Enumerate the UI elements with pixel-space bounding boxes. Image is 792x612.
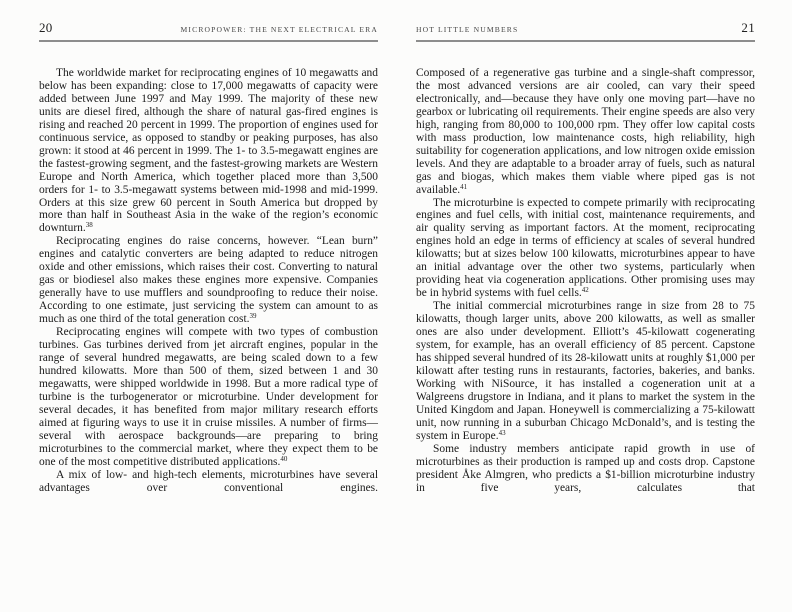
page-left-header xyxy=(39,21,378,42)
paragraph: The initial commercial microturbines range in size from 28 to 75 kilowatts, though larger units, above 200 kilowatts, as well as smaller ones are also under development. Elliott’s 45-kilowatt cogenerating system, for example, has an overall efficiency of 85 percent. Capstone has shipped several hundred of its 28-kilowatt units at roughly $1,000 per kilowatt after testing runs in restaurants, factories, bakeries, and banks. Working with NiSource, it has installed a cogeneration unit at a Walgreens drugstore in Indiana, and it plans to market the system in the United Kingdom and Japan. Honeywell is commercializing a 75-kilowatt unit, now running in a suburban Chicago McDonald’s, and is testing the system in Europe.$^{43}$ xyxy=(416,300,755,442)
paragraph: The microturbine is expected to compete primarily with reciprocating engines and fuel cells, with initial cost, maintenance requirements, and air quality serving as important factors. At the moment, reciprocating engines hold an edge in terms of efficiency at scales of several hundred kilowatts; but at sizes below 100 kilowatts, microturbines appear to have an initial advantage over the other two systems, particularly when providing heat via cogeneration applications. Other promising uses may be in hybrid systems with fuel cells.$^{42}$ xyxy=(416,196,755,300)
footnote-marker: 39 xyxy=(249,312,257,321)
page-left-body xyxy=(39,67,378,494)
page-number-right: 21 xyxy=(741,20,755,35)
page-right-body xyxy=(416,67,755,494)
footnote-marker: 42 xyxy=(581,286,589,295)
paragraph: The worldwide market for reciprocating engines of 10 megawatts and below has been expanding: close to 17,000 megawatts of capacity were added between June 1997 and May 1999. The majority of these new units are diesel fired, although the share of natural gas-fired engines is rising and reached 20 percent in 1999. The proportion of engines used for continuous service, as opposed to standby or peaking purposes, has also grown: it stood at 46 percent in 1999. The 1- to 3.5-megawatt engines are the fastest-growing segment, and the fastest-growing markets are Western Europe and North America, which together placed more than 3,500 orders for 1- to 3.5-megawatt systems between mid-1998 and mid-1999. Orders at this size grew 60 percent in South America but dropped by more than half in Southeast Asia in the wake of the region’s economic downturn.$^{38}$ xyxy=(39,67,378,235)
running-head-left: MICROPOWER: THE NEXT ELECTRICAL ERA xyxy=(180,25,378,34)
page-number-left: 20 xyxy=(39,20,53,35)
page-left xyxy=(39,21,378,494)
paragraph: Some industry members anticipate rapid growth in use of microturbines as their production is ramped up and costs drop. Capstone president Åke Almgren, who predicts a $1-billion microturbine industry in five years, calculates that xyxy=(416,442,755,494)
paragraph: A mix of low- and high-tech elements, microturbines have several advantages over conventional engines. xyxy=(39,468,378,494)
running-head-right: HOT LITTLE NUMBERS xyxy=(416,25,519,34)
paragraph: Composed of a regenerative gas turbine and a single-shaft compressor, the most advanced versions are air cooled, can vary their speed electronically, and—because they have only one moving part—have no gearbox or lubricating oil requirements. Their engine speeds are also very high, ranging from 80,000 to 100,000 rpm. They offer low capital costs with mass production, low maintenance costs, high reliability, high suitability for cogeneration applications, and low nitrogen oxide emission levels. And they are adaptable to a broader array of fuels, such as natural gas and biogas, which makes them viable where piped gas is not available.$^{41}$ xyxy=(416,67,755,196)
footnote-marker: 40 xyxy=(280,454,288,463)
page-right xyxy=(416,21,755,494)
footnote-marker: 43 xyxy=(498,428,506,437)
paragraph: Reciprocating engines will compete with two types of combustion turbines. Gas turbines derived from jet aircraft engines, popular in the range of several hundred megawatts, are being scaled down to a few hundred kilowatts. More than 500 of them, sized between 1 and 30 megawatts, were shipped worldwide in 1998. But a more radical type of turbine is the turbogenerator or microturbine. Under development for several decades, it has benefited from major military research efforts aimed at figuring ways to use it in cruise missiles. A number of firms—several with aerospace backgrounds—are preparing to bring microturbines to the commercial market, where they expect them to be one of the most competitive distributed applications.$^{40}$ xyxy=(39,326,378,468)
page-right-header xyxy=(416,21,755,42)
footnote-marker: 38 xyxy=(85,221,93,230)
footnote-marker: 41 xyxy=(460,182,468,191)
paragraph: Reciprocating engines do raise concerns, however. “Lean burn” engines and catalytic converters are being adapted to reduce nitrogen oxide and other emissions, which raises their cost. Converting to natural gas or biodiesel also makes these engines more expensive. Companies generally have to use mufflers and soundproofing to reduce their noise. According to one estimate, just servicing the system can amount to as much as one third of the total generation cost.$^{39}$ xyxy=(39,235,378,326)
